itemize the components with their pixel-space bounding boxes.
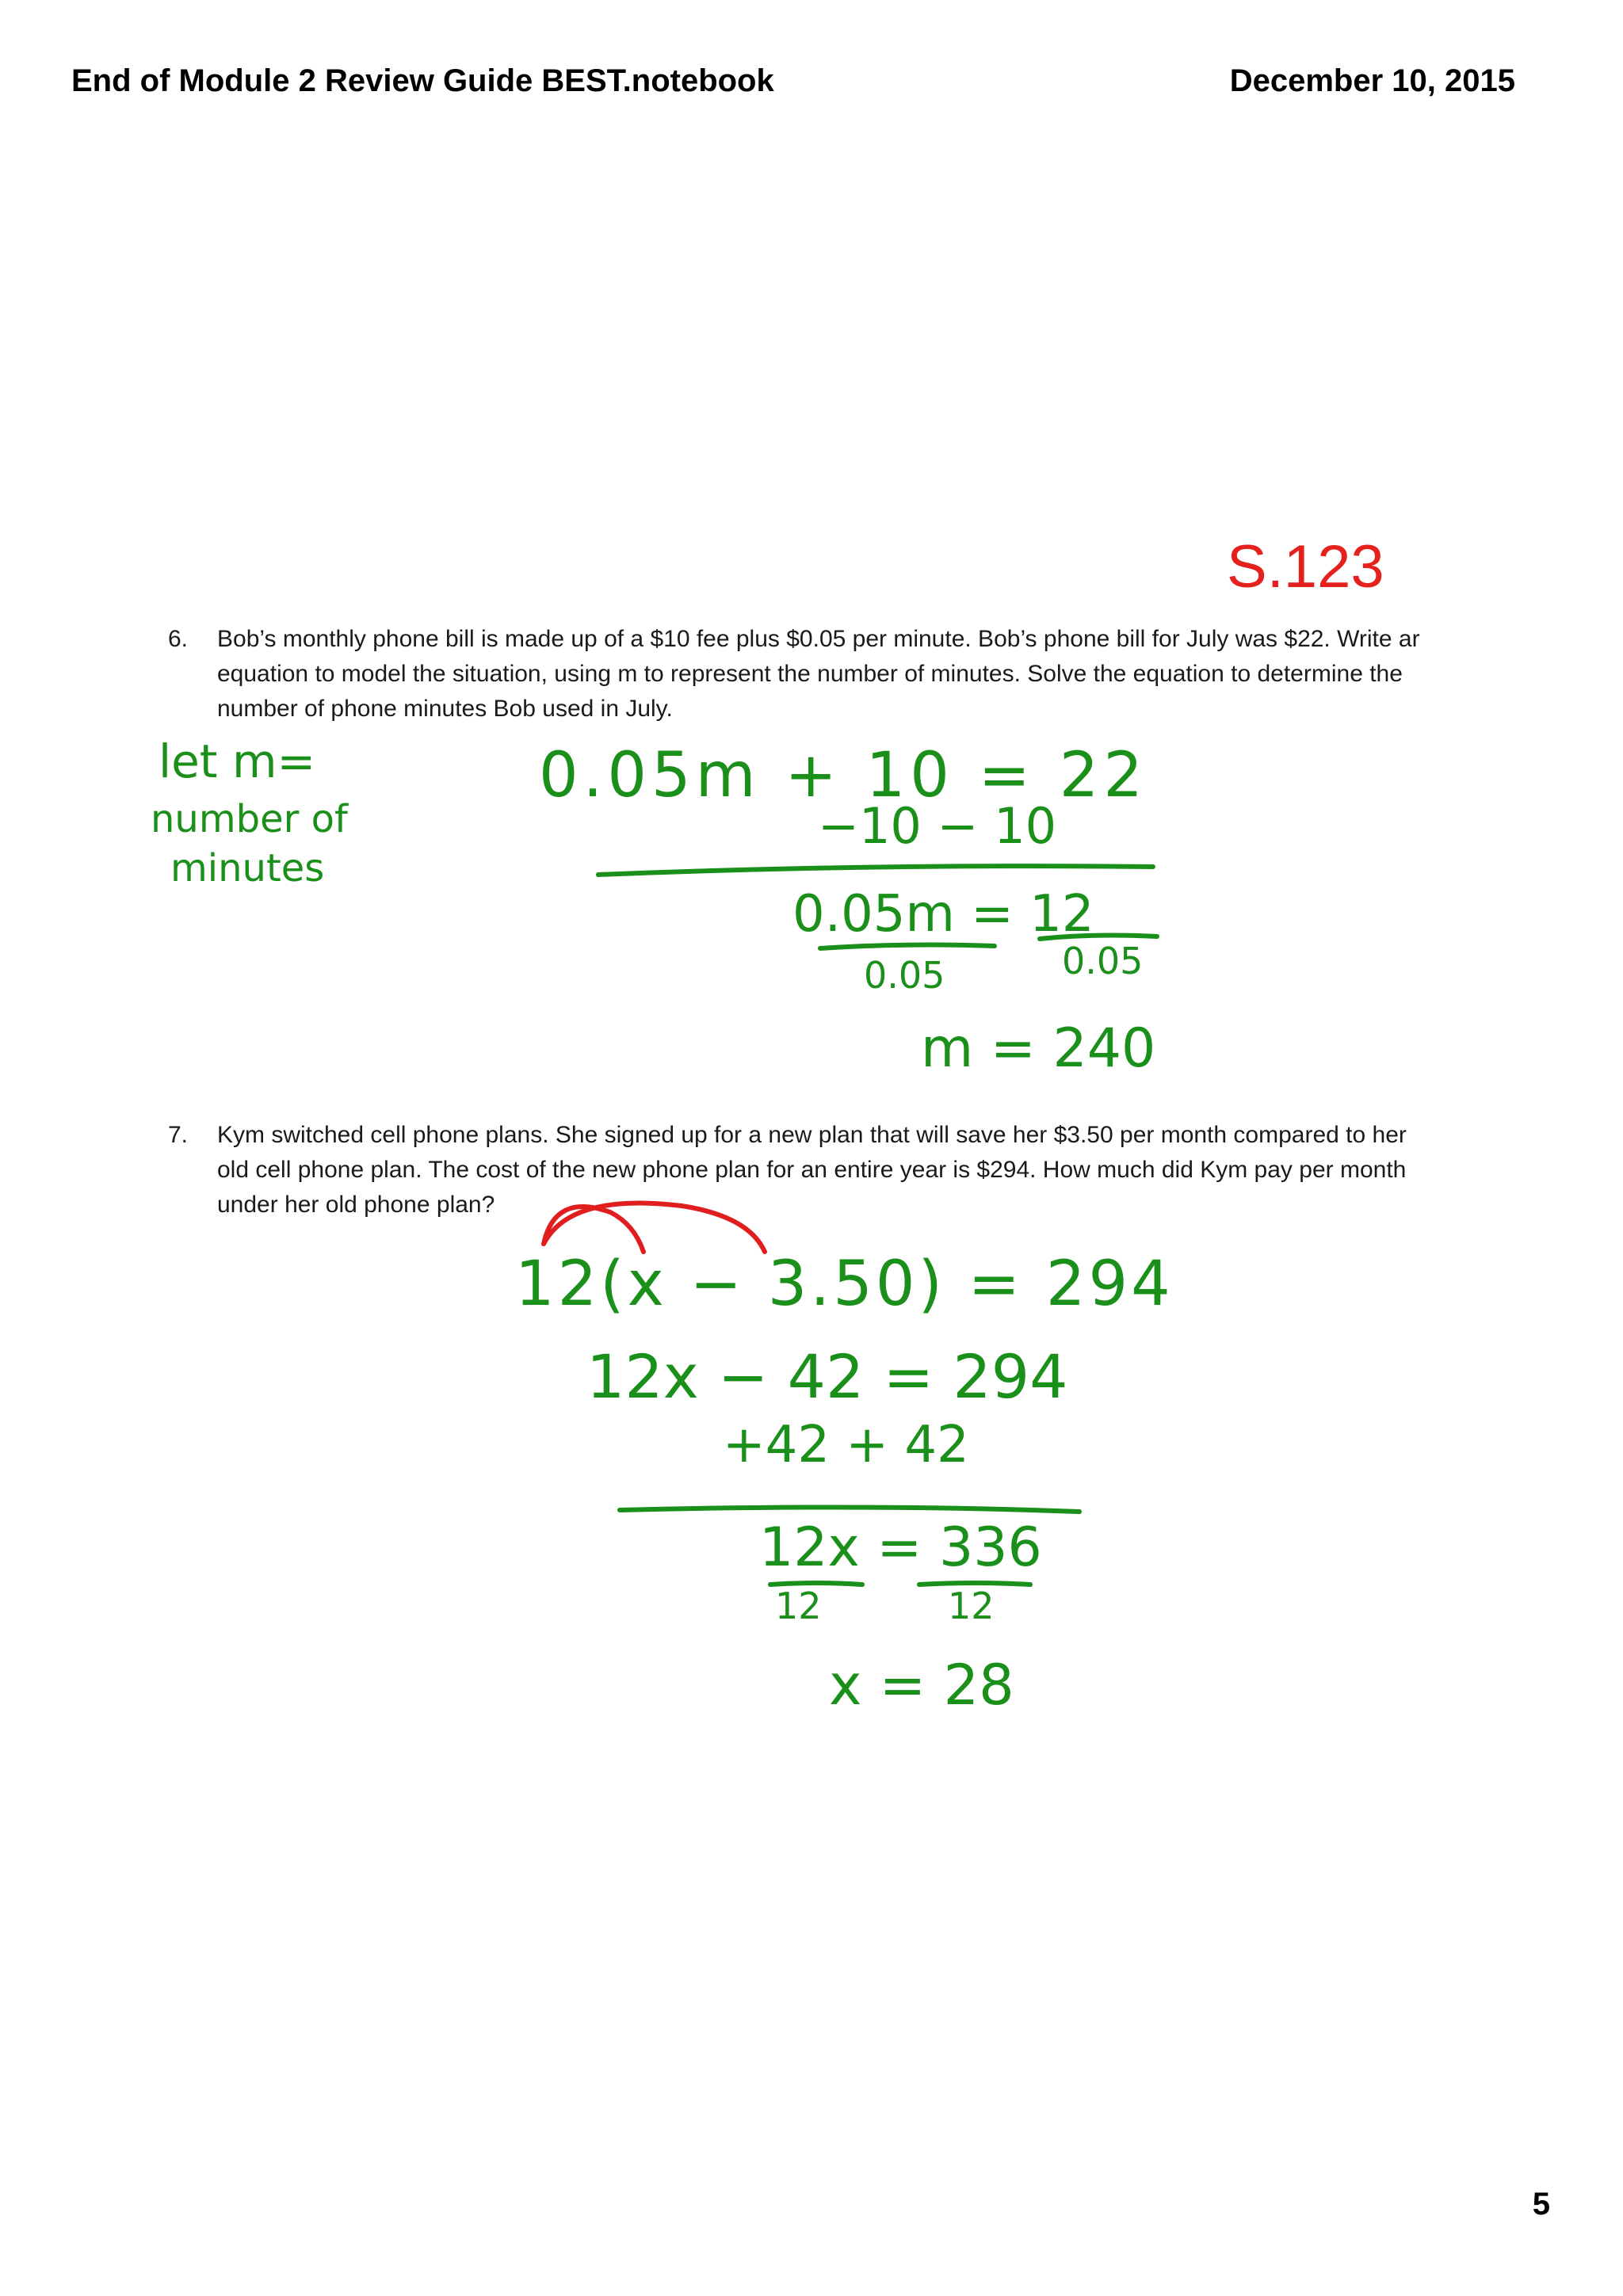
problem-text-line: Bob’s monthly phone bill is made up of a $10 fee plus $0.05 per minute. Bob’s phone bill for July was $22. Write ar <box>217 626 1420 652</box>
problem-number: 6. <box>168 626 189 652</box>
fraction-bar <box>770 1583 862 1585</box>
handwritten-equation: 12(x − 3.50) = 294 <box>515 1249 1174 1320</box>
fraction-bar <box>919 1583 1030 1585</box>
equation-rule-line <box>598 866 1153 875</box>
page-number: 5 <box>1532 2187 1550 2222</box>
problem-text-line: number of phone minutes Bob used in July. <box>217 696 673 722</box>
handwritten-answer-m: m = 240 <box>921 1017 1156 1080</box>
handwritten-divisor-left: 0.05 <box>864 954 945 997</box>
problem-text-line: equation to model the situation, using m to represent the number of minutes. Solve the equation to determine the <box>217 661 1403 687</box>
handwritten-divisor-right: 0.05 <box>1062 940 1144 982</box>
distribution-arc <box>544 1207 643 1252</box>
handwritten-number-of: number of <box>151 797 348 841</box>
problem-text-line: Kym switched cell phone plans. She signed up for a new plan that will save her $3.50 per month compared to her <box>217 1122 1407 1148</box>
fraction-bar <box>1040 936 1157 939</box>
handwritten-add-step: +42 + 42 <box>723 1416 969 1474</box>
distribution-arc <box>544 1203 765 1252</box>
document-date: December 10, 2015 <box>1229 63 1515 98</box>
handwritten-distributed: 12x − 42 = 294 <box>586 1341 1068 1412</box>
document-title: End of Module 2 Review Guide BEST.notebook <box>71 63 774 98</box>
problem-number: 7. <box>168 1122 189 1148</box>
fraction-bar <box>820 945 995 948</box>
equation-rule-line <box>620 1507 1079 1512</box>
handwritten-simplified: 12x = 336 <box>759 1516 1042 1579</box>
handwritten-subtract-step: −10 − 10 <box>818 797 1057 855</box>
problem-text-line: old cell phone plan. The cost of the new phone plan for an entire year is $294. How much did Kym pay per month <box>217 1157 1407 1183</box>
handwritten-minutes: minutes <box>170 846 325 891</box>
handwritten-divisor-left: 12 <box>775 1585 822 1627</box>
handwritten-simplified: 0.05m = 12 <box>792 885 1094 944</box>
slide-label: S.123 <box>1227 533 1384 601</box>
handwritten-divisor-right: 12 <box>948 1585 995 1627</box>
problem-text-line: under her old phone plan? <box>217 1192 495 1218</box>
handwritten-answer-x: x = 28 <box>829 1653 1014 1718</box>
handwritten-let-m: let m= <box>158 734 316 788</box>
handwritten-equation: 0.05m + 10 = 22 <box>539 740 1148 811</box>
